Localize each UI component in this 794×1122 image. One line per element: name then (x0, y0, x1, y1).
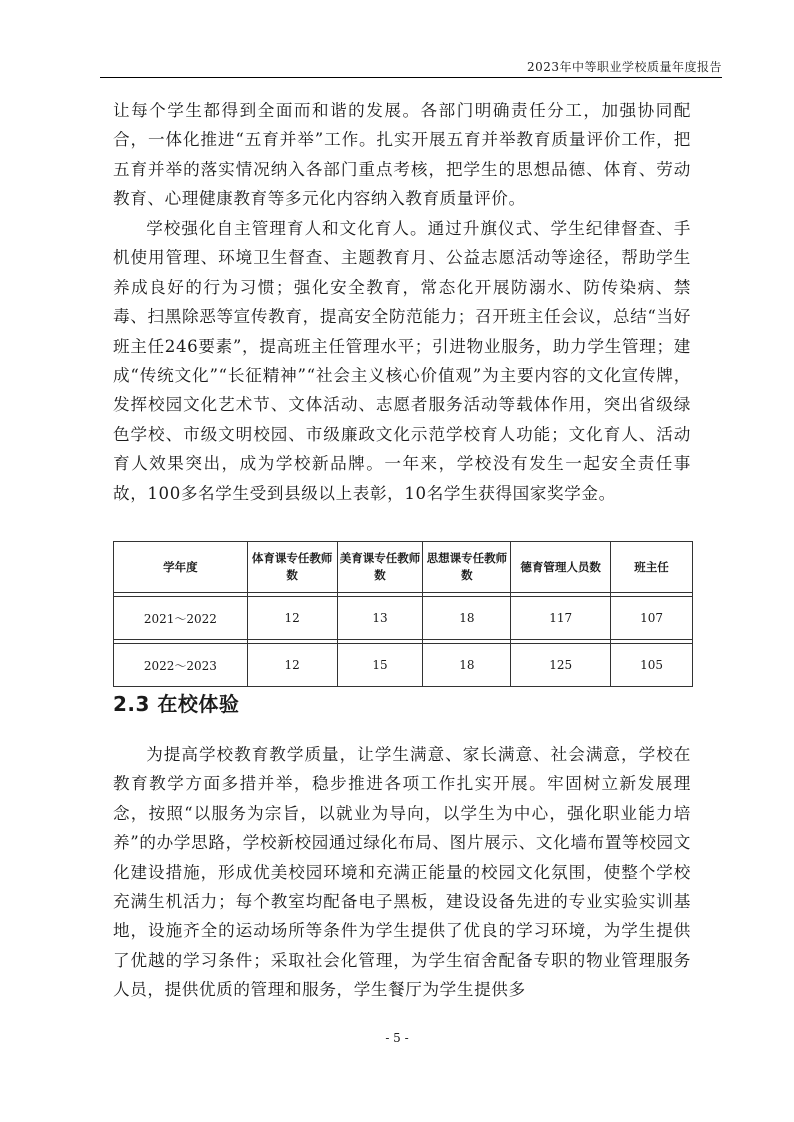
table-cell: 2022～2023 (114, 644, 248, 687)
staff-statistics-table (113, 541, 693, 687)
header-rule (100, 77, 722, 78)
table-cell: 13 (337, 597, 423, 640)
table-cell: 107 (611, 597, 693, 640)
header-cell-art-teachers: 美育课专任教师数 (337, 542, 423, 593)
table-cell: 105 (611, 644, 693, 687)
header-cell-pe-teachers: 体育课专任教师数 (247, 542, 337, 593)
table-cell: 125 (511, 644, 611, 687)
page-number: - 5 - (385, 1031, 409, 1045)
paragraph-continuation: 让每个学生都得到全面而和谐的发展。各部门明确责任分工，加强协同配合，一体化推进“五育并举”工作。扎实开展五育并举教育质量评价工作，把五育并举的落实情况纳入各部门重点考核，把学生的思想品德、体育、劳动教育、心理健康教育等多元化内容纳入教育质量评价。 (113, 101, 691, 209)
table-cell: 12 (247, 597, 337, 640)
header-title: 2023年中等职业学校质量年度报告 (526, 60, 722, 74)
table-header-row (114, 542, 693, 593)
table-cell: 2021～2022 (114, 597, 248, 640)
table-cell: 12 (247, 644, 337, 687)
table-cell: 117 (511, 597, 611, 640)
section-heading: 2.3 在校体验 (113, 692, 240, 716)
table-cell: 15 (337, 644, 423, 687)
header-cell-moral-staff: 德育管理人员数 (511, 542, 611, 593)
table-row (114, 644, 693, 687)
table-cell: 18 (423, 597, 511, 640)
paragraph-school-experience: 为提高学校教育教学质量，让学生满意、家长满意、社会满意，学校在教育教学方面多措并举，稳步推进各项工作扎实开展。牢固树立新发展理念，按照“以服务为宗旨，以就业为导向，以学生为中心，强化职业能力培养”的办学思路，学校新校园通过绿化布局、图片展示、文化墙布置等校园文化建设措施，形成优美校园环境和充满正能量的校园文化氛围，使整个学校充满生机活力；每个教室均配备电子黑板，建设设备先进的专业实验实训基地，设施齐全的运动场所等条件为学生提供了优良的学习环境，为学生提供了优越的学习条件；采取社会化管理，为学生宿舍配备专职的物业管理服务人员，提供优质的管理和服务，学生餐厅为学生提供多 (113, 745, 691, 1000)
paragraph-management-culture: 学校强化自主管理育人和文化育人。通过升旗仪式、学生纪律督查、手机使用管理、环境卫生督查、主题教育月、公益志愿活动等途径，帮助学生养成良好的行为习惯；强化安全教育，常态化开展防溺水、防传染病、禁毒、扫黑除恶等宣传教育，提高安全防范能力；召开班主任会议，总结“当好班主任246要素”，提高班主任管理水平；引进物业服务，助力学生管理；建成“传统文化”“长征精神”“社会主义核心价值观”为主要内容的文化宣传牌，发挥校园文化艺术节、文体活动、志愿者服务活动等载体作用，突出省级绿色学校、市级文明校园、市级廉政文化示范学校育人功能；文化育人、活动育人效果突出，成为学校新品牌。一年来，学校没有发生一起安全责任事故，100多名学生受到县级以上表彰，10名学生获得国家奖学金。 (113, 219, 691, 503)
header-cell-ideology-teachers: 思想课专任教师数 (423, 542, 511, 593)
table-row (114, 597, 693, 640)
header-cell-year: 学年度 (114, 542, 248, 593)
table-cell: 18 (423, 644, 511, 687)
header-cell-head-teachers: 班主任 (611, 542, 693, 593)
